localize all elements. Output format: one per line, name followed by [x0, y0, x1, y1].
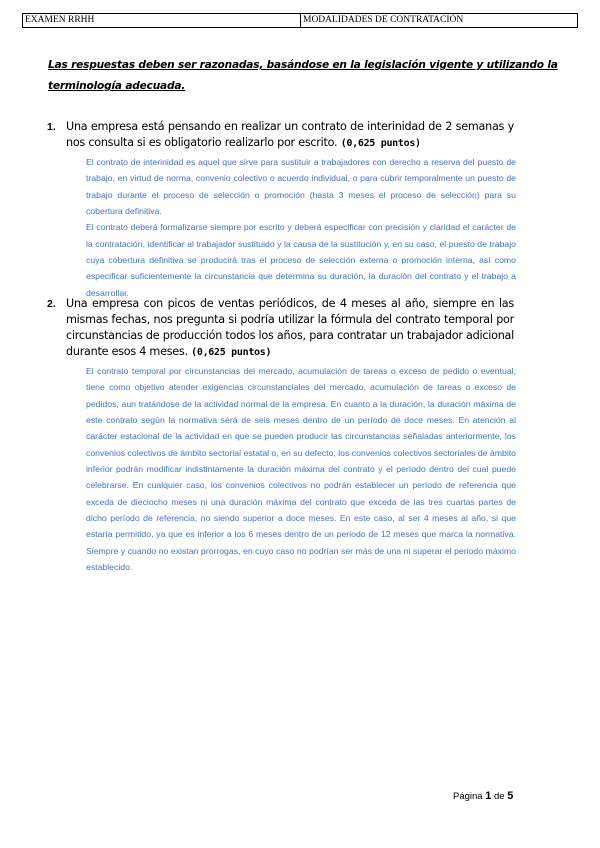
question-1 [47, 119, 516, 301]
page-number: 1 [485, 790, 492, 802]
question-number: 2. [47, 298, 56, 310]
instructions: Las respuestas deben ser razonadas, basándose en la legislación vigente y utilizando la terminología adecuada. [48, 59, 558, 92]
page-footer [453, 790, 513, 802]
of-label: de [494, 791, 505, 802]
header-exam-title: EXAMEN RRHH [23, 14, 301, 27]
question-text: Una empresa con picos de ventas periódicos, de 4 meses al año, siempre en las mismas fechas, nos pregunta si podría utilizar la fórmula del contrato temporal por circunstancias de producción todos los años, para contratar un trabajador adicional durante esos 4 meses. (0,625 puntos) [66, 297, 514, 358]
answer-1 [86, 154, 516, 301]
total-pages: 5 [507, 790, 514, 802]
header-topic-title: MODALIDADES DE CONTRATACIÓN [303, 15, 464, 25]
answer-paragraph: El contrato de interinidad es aquel que sirve para sustituir a trabajadores con derecho a reserva del puesto de trabajo, en virtud de norma, convenio colectivo o acuerdo individual, o para cubrir temporalmente un puesto de trabajo durante el proceso de selección o promoción (hasta 3 meses el proceso de selección) para su cobertura definitiva. [86, 157, 516, 217]
answer-paragraph: El contrato deberá formalizarse siempre por escrito y deberá especificar con precisión y claridad el carácter de la contratación, identificar al trabajador sustituido y la causa de la sustitución y, en su caso, el puesto de trabajo cuya cobertura definitiva se producirá tras el proceso de selección externa o promoción interna, así como especificar suficientemente la circunstancia que determina su duración, la duración del contrato y el trabajo a desarrollar. [86, 222, 516, 298]
answer-2 [86, 363, 516, 575]
question-number: 1. [47, 121, 56, 133]
page-label: Página [453, 791, 483, 802]
question-2 [47, 296, 516, 575]
page-header [22, 13, 578, 28]
question-text: Una empresa está pensando en realizar un contrato de interinidad de 2 semanas y nos consulta si es obligatorio realizarlo por escrito. (0,625 puntos) [66, 120, 514, 149]
answer-paragraph: El contrato temporal por circunstancias del mercado, acumulación de tareas o exceso de pedido o eventual, tiene como objetivo atender exigencias circunstanciales del mercado, acumulación de tareas o exceso de pedidos, aun tratándose de la actividad normal de la empresa. En cuanto a la duración, la duración máxima de este contrato según la normativa será de seis meses dentro de un período de doce meses. En atención al carácter estacional de la actividad en que se pueden producir las circunstancias señaladas anteriormente, los convenios colectivos de ámbito sectorial estatal o, en su defecto, los convenios colectivos sectoriales de ámbito inferior podrán modificar indistintamente la duración máxima del contrato y el período dentro del cual puede celebrarse. En cualquier caso, los convenios colectivos no podrán establecer un período de referencia que exceda de dieciocho meses ni una duración máxima del contrato que exceda de las tres cuartas partes de dicho período de referencia, no siendo superior a doce meses. En este caso, al ser 4 meses al año, si que estaría permitido, ya que es inferior a los 6 meses dentro de un periodo de 12 meses que marca la normativa. Siempre y cuando no existan prorrogas, en cuyo caso no podrían ser más de una ni superar el periodo máximo establecido. [86, 366, 516, 573]
question-points: (0,625 puntos) [340, 138, 421, 149]
question-points: (0,625 puntos) [191, 347, 272, 358]
